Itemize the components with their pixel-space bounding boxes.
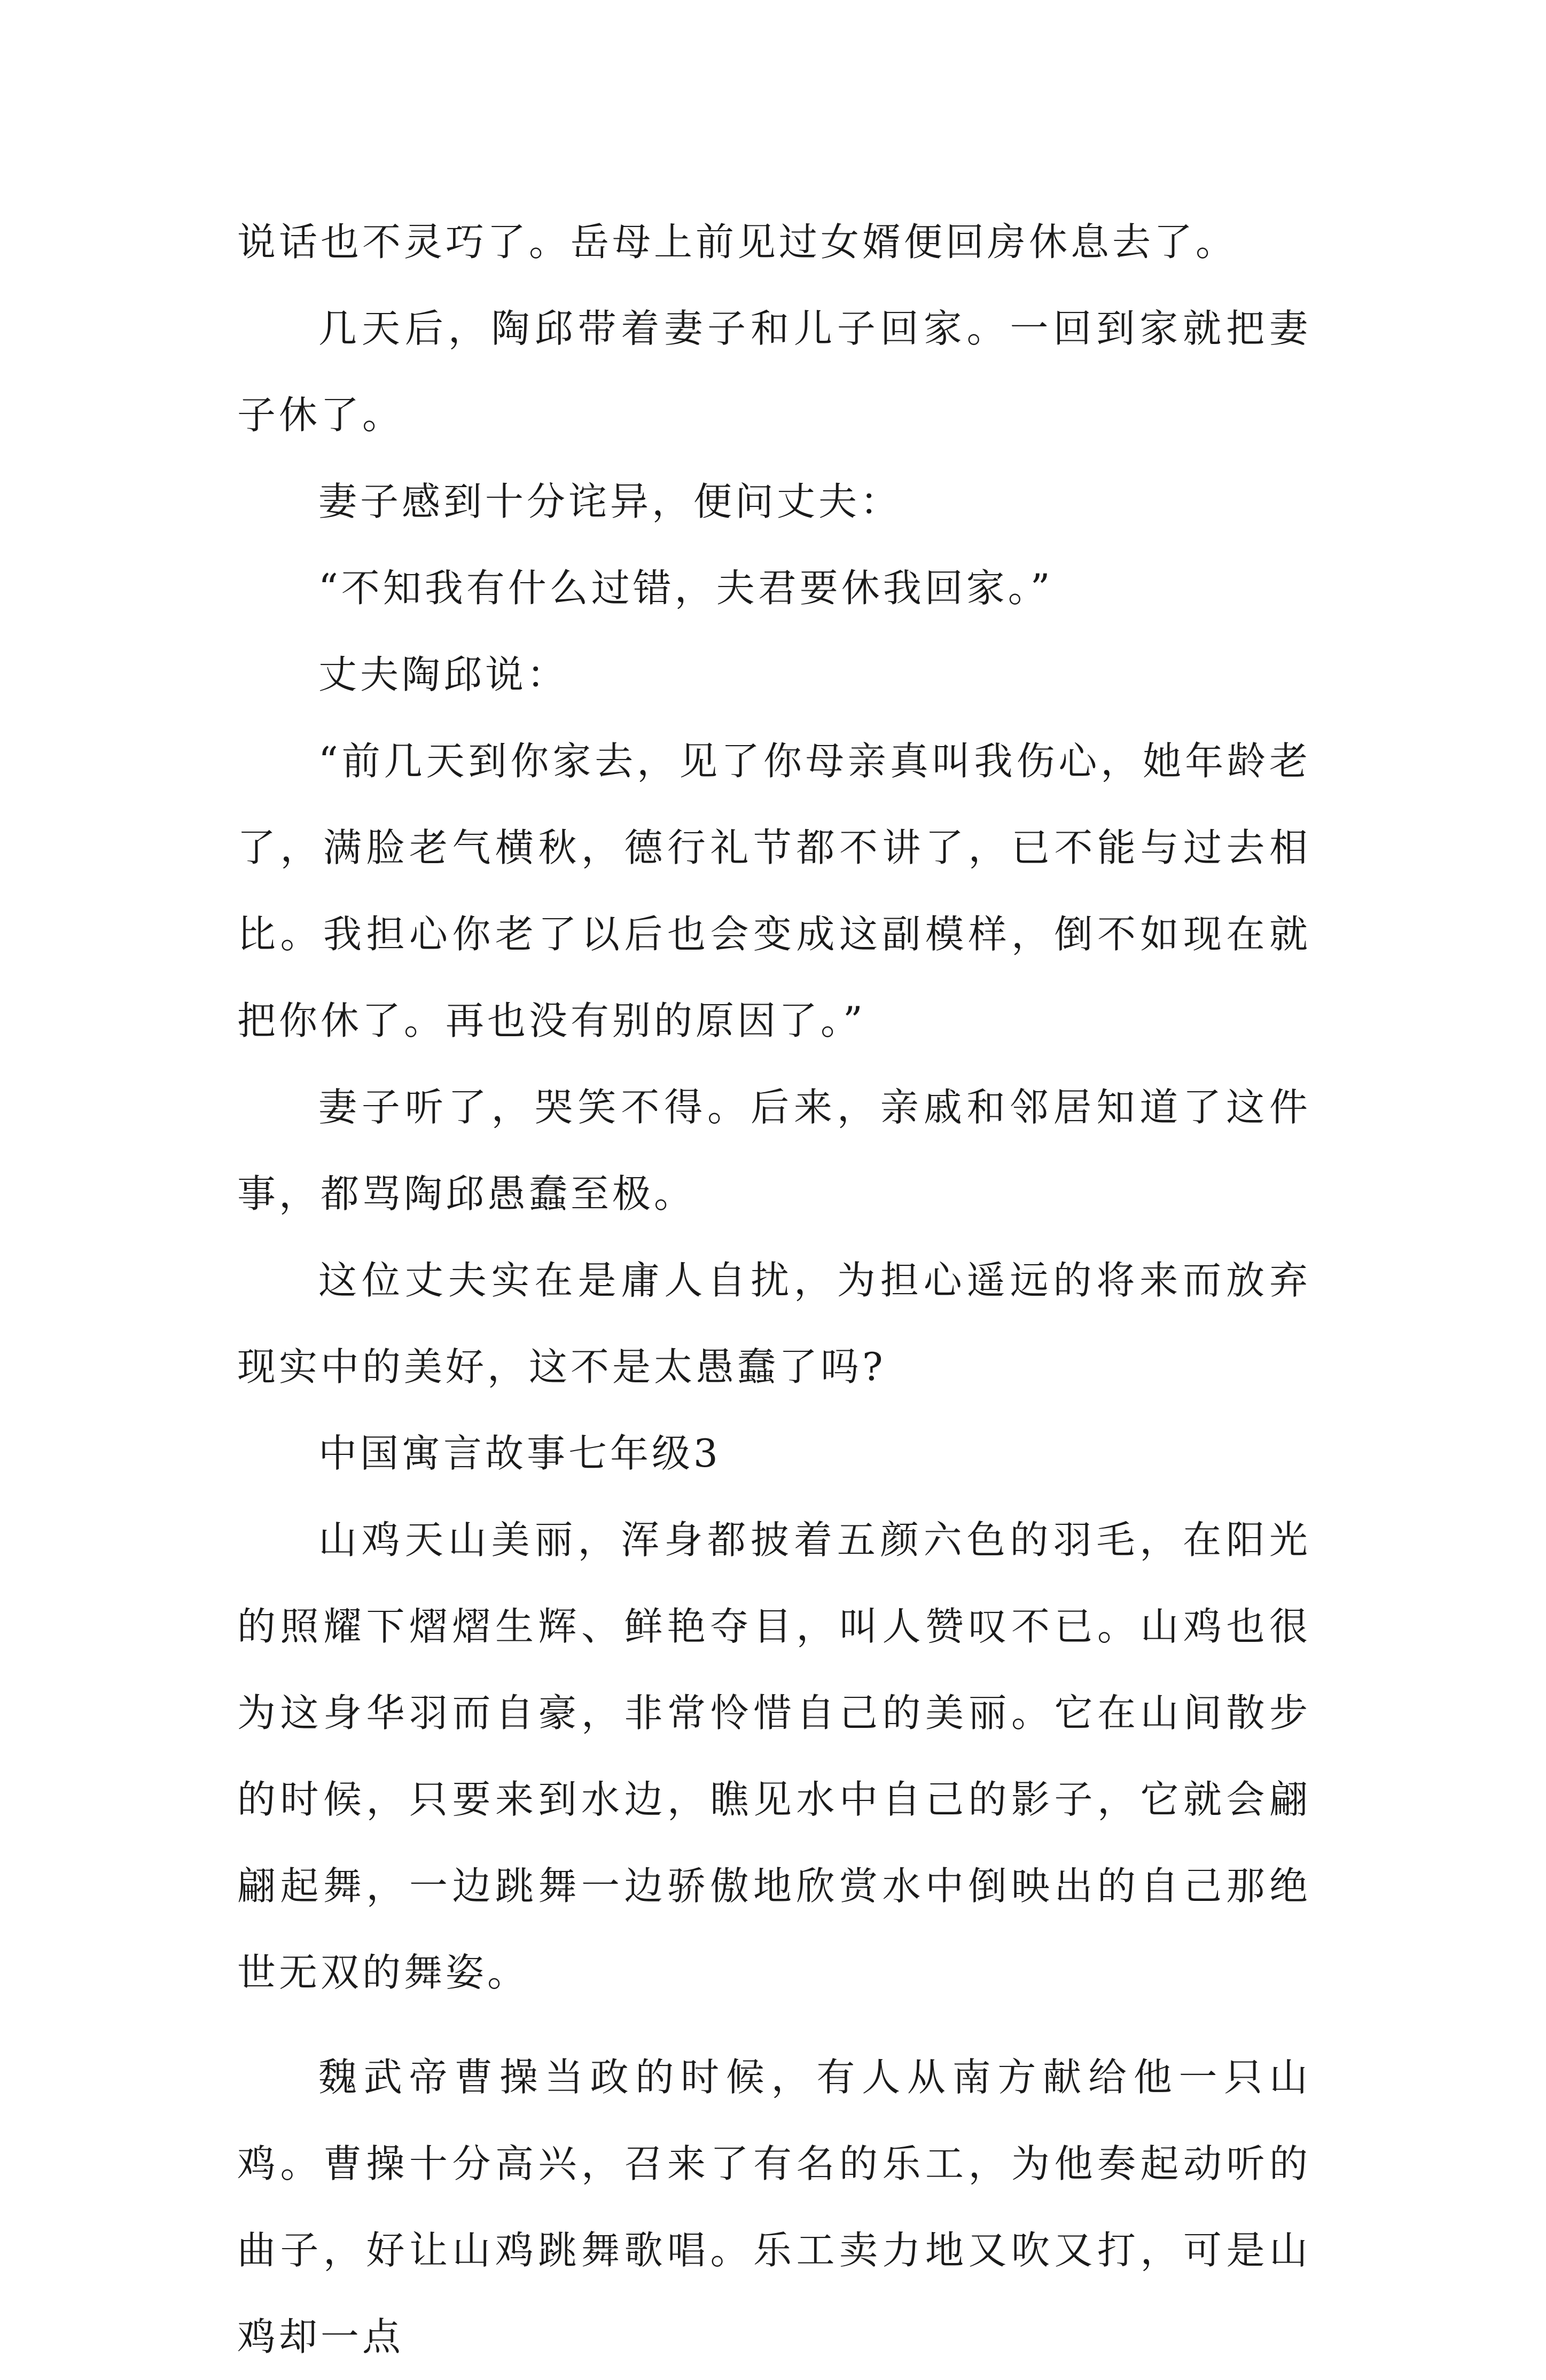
paragraph-6: “前几天到你家去，见了你母亲真叫我伤心，她年龄老了，满脸老气横秋，德行礼节都不讲了，已不能与过去相比。我担心你老了以后也会变成这副模样，倒不如现在就把你休了。再也没有别的原因了。” bbox=[237, 739, 1311, 1043]
paragraph-2: 几天后，陶邱带着妻子和儿子回家。一回到家就把妻子休了。 bbox=[237, 306, 1311, 437]
document-body bbox=[237, 199, 1311, 2380]
paragraph-1: 说话也不灵巧了。岳母上前见过女婿便回房休息去了。 bbox=[237, 220, 1238, 264]
paragraph-8: 这位丈夫实在是庸人自扰，为担心遥远的将来而放弃现实中的美好，这不是太愚蠢了吗? bbox=[237, 1258, 1311, 1389]
paragraph-7: 妻子听了，哭笑不得。后来，亲戚和邻居知道了这件事，都骂陶邱愚蠢至极。 bbox=[237, 1085, 1311, 1216]
paragraph-4: “不知我有什么过错，夫君要休我回家。” bbox=[318, 566, 1053, 610]
section-heading: 中国寓言故事七年级3 bbox=[318, 1431, 721, 1476]
paragraph-3: 妻子感到十分诧异，便问丈夫： bbox=[318, 479, 902, 524]
paragraph-11: 魏武帝曹操当政的时候，有人从南方献给他一只山鸡。曹操十分高兴，召来了有名的乐工，为他奏起动听的曲子，好让山鸡跳舞歌唱。乐工卖力地又吹又打，可是山鸡却一点 bbox=[237, 2055, 1311, 2359]
paragraph-10: 山鸡天山美丽，浑身都披着五颜六色的羽毛，在阳光的照耀下熠熠生辉、鲜艳夺目，叫人赞叹不已。山鸡也很为这身华羽而自豪，非常怜惜自己的美丽。它在山间散步的时候，只要来到水边，瞧见水中自己的影子，它就会翩翩起舞，一边跳舞一边骄傲地欣赏水中倒映出的自己那绝世无双的舞姿。 bbox=[237, 1517, 1311, 1995]
paragraph-5: 丈夫陶邱说： bbox=[318, 652, 569, 697]
